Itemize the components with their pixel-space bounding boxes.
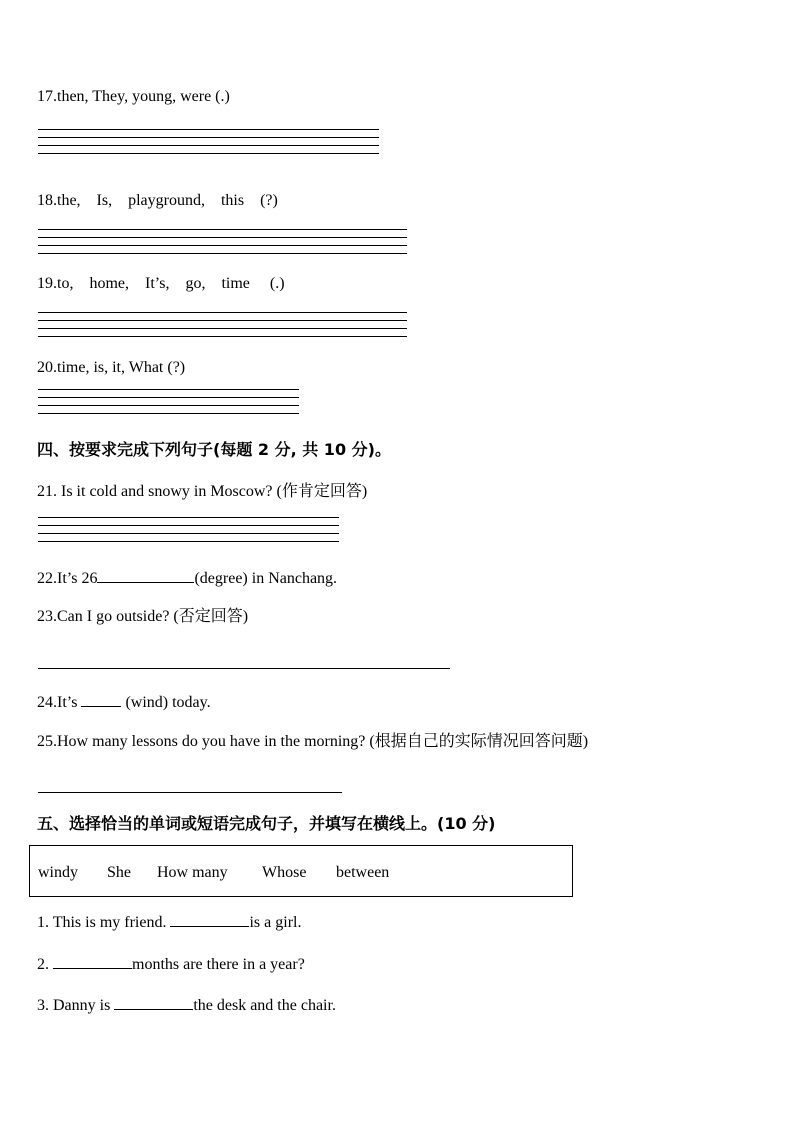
answer-lines-20[interactable] — [38, 389, 299, 421]
section-5-title: 五、选择恰当的单词或短语完成句子，并填写在横线上。(10 分) — [37, 814, 496, 833]
question-18: 18.the, Is, playground, this (?) — [37, 192, 278, 209]
s3-suffix: the desk and the chair. — [193, 997, 336, 1014]
blank-s3[interactable] — [114, 993, 193, 1010]
question-19: 19.to, home, It’s, go, time (.) — [37, 275, 285, 292]
blank-22[interactable] — [97, 566, 194, 583]
answer-line-23[interactable] — [38, 668, 450, 669]
s2-suffix: months are there in a year? — [132, 956, 305, 973]
question-21: 21. Is it cold and snowy in Moscow? (作肯定回答) — [37, 483, 368, 500]
word-option-whose: Whose — [262, 864, 307, 881]
answer-lines-18[interactable] — [38, 229, 407, 261]
word-option-windy: windy — [38, 864, 78, 881]
question-25: 25.How many lessons do you have in the morning? (根据自己的实际情况回答问题) — [37, 733, 589, 750]
answer-lines-21[interactable] — [38, 517, 339, 549]
question-22 — [37, 566, 337, 589]
q22-prefix: 22.It’s 26 — [37, 570, 98, 587]
question-23: 23.Can I go outside? (否定回答) — [37, 608, 249, 625]
sentence-3 — [37, 993, 336, 1016]
s2-prefix: 2. — [37, 956, 53, 973]
blank-24[interactable] — [81, 690, 121, 707]
sentence-1 — [37, 910, 301, 933]
word-option-how-many: How many — [157, 864, 228, 881]
q22-suffix: (degree) in Nanchang. — [194, 570, 338, 587]
question-17: 17.then, They, young, were (.) — [37, 88, 230, 105]
question-20: 20.time, is, it, What (?) — [37, 359, 186, 376]
section-4-title: 四、按要求完成下列句子(每题 2 分, 共 10 分)。 — [37, 440, 391, 459]
s1-suffix: is a girl. — [249, 914, 302, 931]
s1-prefix: 1. This is my friend. — [37, 914, 171, 931]
blank-s2[interactable] — [53, 952, 132, 969]
answer-lines-19[interactable] — [38, 312, 407, 344]
q24-suffix: (wind) today. — [121, 694, 211, 711]
blank-s1[interactable] — [170, 910, 249, 927]
question-24 — [37, 690, 211, 713]
sentence-2 — [37, 952, 305, 975]
answer-line-25[interactable] — [38, 792, 342, 793]
s3-prefix: 3. Danny is — [37, 997, 115, 1014]
q24-prefix: 24.It’s — [37, 694, 82, 711]
word-option-between: between — [336, 864, 390, 881]
word-option-she: She — [107, 864, 131, 881]
answer-lines-17[interactable] — [38, 129, 379, 161]
